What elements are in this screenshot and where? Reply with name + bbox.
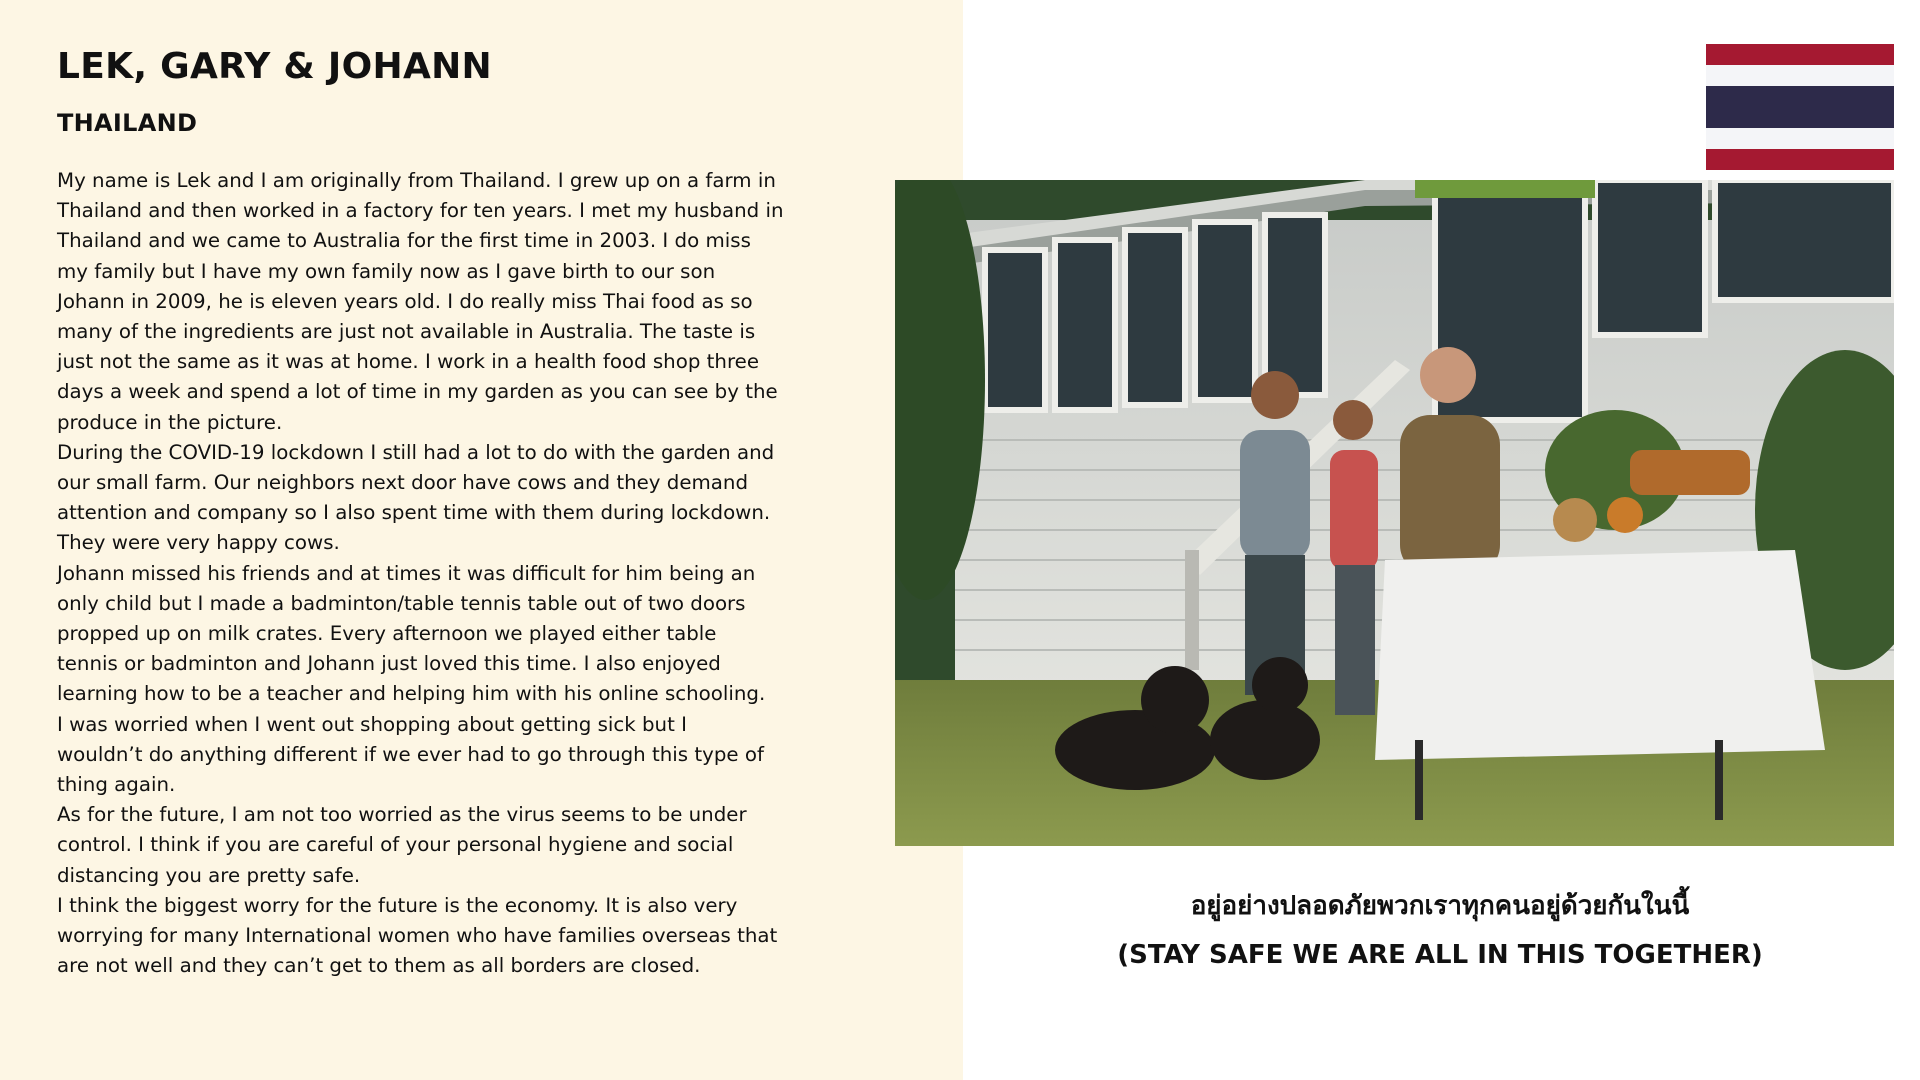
story-line: Johann in 2009, he is eleven years old. I do really miss Thai food as so [57, 289, 753, 313]
english-caption: (STAY SAFE WE ARE ALL IN THIS TOGETHER) [1117, 940, 1763, 970]
flag-stripe [1706, 44, 1894, 65]
story-line: produce in the picture. [57, 410, 283, 434]
story-line: wouldn’t do anything different if we ever had to go through this type of [57, 742, 764, 766]
story-line: Johann missed his friends and at times it was difficult for him being an [57, 561, 756, 585]
story-line: My name is Lek and I am originally from Thailand. I grew up on a farm in [57, 169, 776, 192]
story-line: attention and company so I also spent time with them during lockdown. [57, 501, 771, 525]
thailand-flag-icon [1706, 44, 1894, 170]
story-line: They were very happy cows. [57, 531, 340, 555]
story-line: are not well and they can’t get to them as all borders are closed. [57, 954, 701, 978]
story-line: worrying for many International women who have families overseas that [57, 924, 778, 948]
story-line: tennis or badminton and Johann just loved this time. I also enjoyed [57, 652, 721, 676]
story-line: distancing you are pretty safe. [57, 863, 361, 887]
flag-stripe [1706, 149, 1894, 170]
story-line: days a week and spend a lot of time in my garden as you can see by the [57, 380, 778, 404]
story-line: just not the same as it was at home. I work in a health food shop three [57, 350, 759, 374]
page-title: LEK, GARY & JOHANN [57, 46, 492, 87]
story-line: learning how to be a teacher and helping him with his online schooling. [57, 682, 766, 706]
family-photo [895, 180, 1894, 846]
story-line: our small farm. Our neighbors next door have cows and they demand [57, 471, 749, 495]
story-line: my family but I have my own family now as I gave birth to our son [57, 259, 716, 283]
story-line: I was worried when I went out shopping about getting sick but I [57, 712, 687, 736]
story-line: control. I think if you are careful of your personal hygiene and social [57, 833, 734, 857]
flag-stripe [1706, 128, 1894, 149]
story-line: During the COVID-19 lockdown I still had a lot to do with the garden and [57, 440, 775, 464]
story-line: Thailand and we came to Australia for the first time in 2003. I do miss [57, 229, 751, 253]
story-line: many of the ingredients are just not available in Australia. The taste is [57, 320, 756, 344]
flag-stripe [1706, 65, 1894, 86]
thai-caption: อยู่อย่างปลอดภัยพวกเราทุกคนอยู่ด้วยกันในนี้ [1190, 891, 1690, 921]
story-line: only child but I made a badminton/table tennis table out of two doors [57, 591, 746, 615]
flag-stripe [1706, 86, 1894, 128]
story-line: Thailand and then worked in a factory for ten years. I met my husband in [57, 199, 784, 223]
story-line: As for the future, I am not too worried as the virus seems to be under [57, 803, 747, 827]
country-subtitle: THAILAND [57, 109, 198, 137]
story-line: thing again. [57, 773, 176, 797]
story-line: propped up on milk crates. Every afternoon we played either table [57, 622, 717, 646]
story-line: I think the biggest worry for the future is the economy. It is also very [57, 893, 738, 917]
story-text [57, 166, 857, 981]
